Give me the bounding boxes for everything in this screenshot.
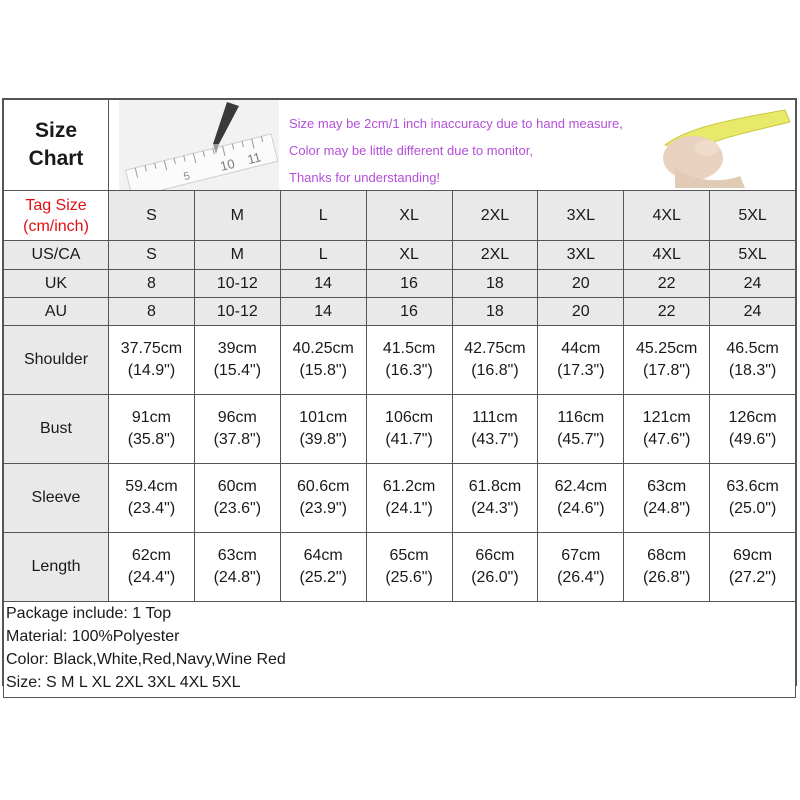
au-cell: 22 <box>624 298 710 326</box>
inch-value: (23.4") <box>127 500 176 517</box>
us-ca-cell: M <box>194 241 280 270</box>
note-line-2: Color may be little different due to monitor, <box>289 143 533 158</box>
cm-value: 61.2cm <box>382 478 436 495</box>
bust-cell <box>710 395 796 464</box>
au-cell: 18 <box>452 298 538 326</box>
cm-value: 66cm <box>475 547 515 564</box>
size-chart <box>2 98 797 691</box>
cm-value: 111cm <box>472 409 518 426</box>
tag-size-label-line-1: Tag Size <box>25 196 87 214</box>
banner-notes <box>289 110 623 190</box>
us-ca-cell: 4XL <box>624 241 710 270</box>
banner <box>109 100 795 190</box>
inch-value: (24.1") <box>385 500 433 517</box>
inch-value: (35.8") <box>127 431 176 448</box>
inch-value: (24.3") <box>471 500 519 517</box>
cm-value: 67cm <box>561 547 601 564</box>
length-cell <box>366 533 452 602</box>
tag-size-cell: 5XL <box>710 191 796 241</box>
cm-value: 64cm <box>303 547 343 564</box>
shoulder-cell <box>538 326 624 395</box>
inch-value: (15.8") <box>299 362 347 379</box>
tag-size-cell: 3XL <box>538 191 624 241</box>
uk-cell: 20 <box>538 270 624 298</box>
cm-value: 126cm <box>728 409 777 426</box>
inch-value: (14.9") <box>127 362 176 379</box>
sleeve-cell <box>366 464 452 533</box>
inch-value: (17.8") <box>642 362 691 379</box>
au-cell: 10-12 <box>194 298 280 326</box>
au-row <box>4 298 796 326</box>
tag-size-cell: 4XL <box>624 191 710 241</box>
tag-size-label <box>4 195 108 237</box>
cm-value: 106cm <box>385 409 434 426</box>
inch-value: (16.8") <box>471 362 519 379</box>
uk-cell: 10-12 <box>194 270 280 298</box>
bust-row <box>4 395 796 464</box>
note-line-1: Size may be 2cm/1 inch inaccuracy due to hand measure, <box>289 116 623 131</box>
size-chart-title <box>4 117 108 173</box>
cm-value: 63cm <box>647 478 687 495</box>
inch-value: (27.2") <box>728 569 777 586</box>
inch-value: (37.8") <box>213 431 262 448</box>
color-text: Color: Black,White,Red,Navy,Wine Red <box>6 651 286 668</box>
shoulder-cell <box>109 326 195 395</box>
ruler-tick-10: 10 <box>218 155 237 174</box>
shoulder-cell <box>194 326 280 395</box>
cm-value: 62.4cm <box>554 478 608 495</box>
sleeve-cell <box>194 464 280 533</box>
cm-value: 65cm <box>389 547 429 564</box>
inch-value: (26.0") <box>471 569 519 586</box>
bust-cell <box>538 395 624 464</box>
sleeve-cell <box>538 464 624 533</box>
us-ca-cell: XL <box>366 241 452 270</box>
length-cell <box>710 533 796 602</box>
length-cell <box>624 533 710 602</box>
inch-value: (16.3") <box>385 362 433 379</box>
sleeve-cell <box>280 464 366 533</box>
inch-value: (25.2") <box>299 569 347 586</box>
length-cell <box>452 533 538 602</box>
inch-value: (24.8") <box>642 500 691 517</box>
inch-value: (26.8") <box>642 569 691 586</box>
cm-value: 60cm <box>217 478 257 495</box>
cm-value: 68cm <box>647 547 687 564</box>
au-cell: 8 <box>109 298 195 326</box>
uk-cell: 24 <box>710 270 796 298</box>
bust-label: Bust <box>4 395 109 464</box>
cm-value: 59.4cm <box>125 478 178 495</box>
bust-cell <box>109 395 195 464</box>
uk-cell: 22 <box>624 270 710 298</box>
shoulder-cell <box>624 326 710 395</box>
uk-cell: 8 <box>109 270 195 298</box>
ruler-tick-5: 5 <box>182 170 192 184</box>
inch-value: (43.7") <box>471 431 519 448</box>
inch-value: (18.3") <box>728 362 777 379</box>
au-label: AU <box>4 298 109 326</box>
inch-value: (41.7") <box>385 431 433 448</box>
cm-value: 116cm <box>557 409 605 426</box>
cm-value: 42.75cm <box>464 340 526 357</box>
ruler-tick-11: 11 <box>245 149 263 168</box>
inch-value: (47.6") <box>642 431 691 448</box>
bust-cell <box>366 395 452 464</box>
length-cell <box>538 533 624 602</box>
package-include-text: Package include: 1 Top <box>6 605 172 622</box>
tag-size-row <box>4 191 796 241</box>
cm-value: 44cm <box>561 340 601 357</box>
info-row <box>4 602 796 698</box>
inch-value: (39.8") <box>299 431 347 448</box>
cm-value: 121cm <box>642 409 691 426</box>
us-ca-cell: S <box>109 241 195 270</box>
banner-cell <box>109 100 796 191</box>
au-cell: 20 <box>538 298 624 326</box>
uk-cell: 16 <box>366 270 452 298</box>
us-ca-cell: 5XL <box>710 241 796 270</box>
au-cell: 24 <box>710 298 796 326</box>
length-cell <box>280 533 366 602</box>
us-ca-label: US/CA <box>4 241 109 270</box>
length-row <box>4 533 796 602</box>
title-line-1: Size <box>34 119 78 142</box>
cm-value: 101cm <box>299 409 348 426</box>
cm-value: 60.6cm <box>296 478 350 495</box>
title-line-2: Chart <box>28 147 84 170</box>
shoulder-cell <box>710 326 796 395</box>
size-list-text: Size: S M L XL 2XL 3XL 4XL 5XL <box>6 674 241 691</box>
us-ca-cell: 2XL <box>452 241 538 270</box>
inch-value: (49.6") <box>728 431 777 448</box>
cm-value: 62cm <box>131 547 171 564</box>
cm-value: 96cm <box>217 409 257 426</box>
inch-value: (26.4") <box>557 569 605 586</box>
inch-value: (15.4") <box>213 362 262 379</box>
us-ca-row <box>4 241 796 270</box>
au-cell: 16 <box>366 298 452 326</box>
header-row <box>4 100 796 191</box>
material-text: Material: 100%Polyester <box>6 628 180 645</box>
tag-size-cell: S <box>109 191 195 241</box>
cm-value: 45.25cm <box>636 340 698 357</box>
inch-value: (17.3") <box>557 362 605 379</box>
inch-value: (24.8") <box>213 569 262 586</box>
size-chart-table <box>3 99 796 698</box>
us-ca-cell: L <box>280 241 366 270</box>
cm-value: 39cm <box>217 340 257 357</box>
bust-cell <box>624 395 710 464</box>
cm-value: 46.5cm <box>726 340 779 357</box>
shoulder-cell <box>366 326 452 395</box>
inch-value: (45.7") <box>557 431 605 448</box>
shoulder-cell <box>280 326 366 395</box>
size-chart-title-cell <box>4 100 109 191</box>
shoulder-label: Shoulder <box>4 326 109 395</box>
length-cell <box>109 533 195 602</box>
cm-value: 69cm <box>733 547 773 564</box>
cm-value: 40.25cm <box>292 340 354 357</box>
inch-value: (23.9") <box>299 500 347 517</box>
shoulder-cell <box>452 326 538 395</box>
note-line-3: Thanks for understanding! <box>289 170 441 185</box>
uk-cell: 14 <box>280 270 366 298</box>
product-info <box>4 602 796 698</box>
inch-value: (24.6") <box>557 500 605 517</box>
tag-size-cell: 2XL <box>452 191 538 241</box>
sleeve-cell <box>624 464 710 533</box>
sleeve-cell <box>109 464 195 533</box>
sleeve-label: Sleeve <box>4 464 109 533</box>
bust-cell <box>452 395 538 464</box>
sleeve-cell <box>452 464 538 533</box>
sleeve-row <box>4 464 796 533</box>
tag-size-cell: M <box>194 191 280 241</box>
tag-size-label-cell <box>4 191 109 241</box>
uk-cell: 18 <box>452 270 538 298</box>
ruler-pen-icon <box>119 100 279 190</box>
cm-value: 63.6cm <box>726 478 779 495</box>
inch-value: (25.0") <box>728 500 777 517</box>
cm-value: 61.8cm <box>468 478 522 495</box>
shoulder-row <box>4 326 796 395</box>
tag-size-cell: XL <box>366 191 452 241</box>
uk-row <box>4 270 796 298</box>
inch-value: (24.4") <box>127 569 176 586</box>
tag-size-label-line-2: (cm/inch) <box>23 217 89 235</box>
us-ca-cell: 3XL <box>538 241 624 270</box>
cm-value: 41.5cm <box>382 340 436 357</box>
inch-value: (23.6") <box>213 500 262 517</box>
cm-value: 91cm <box>131 409 171 426</box>
au-cell: 14 <box>280 298 366 326</box>
sleeve-cell <box>710 464 796 533</box>
length-cell <box>194 533 280 602</box>
bust-cell <box>194 395 280 464</box>
inch-value: (25.6") <box>385 569 433 586</box>
cm-value: 63cm <box>217 547 257 564</box>
tag-size-cell: L <box>280 191 366 241</box>
uk-label: UK <box>4 270 109 298</box>
bust-cell <box>280 395 366 464</box>
hand-tape-measure-icon <box>645 100 795 190</box>
length-label: Length <box>4 533 109 602</box>
cm-value: 37.75cm <box>120 340 183 357</box>
